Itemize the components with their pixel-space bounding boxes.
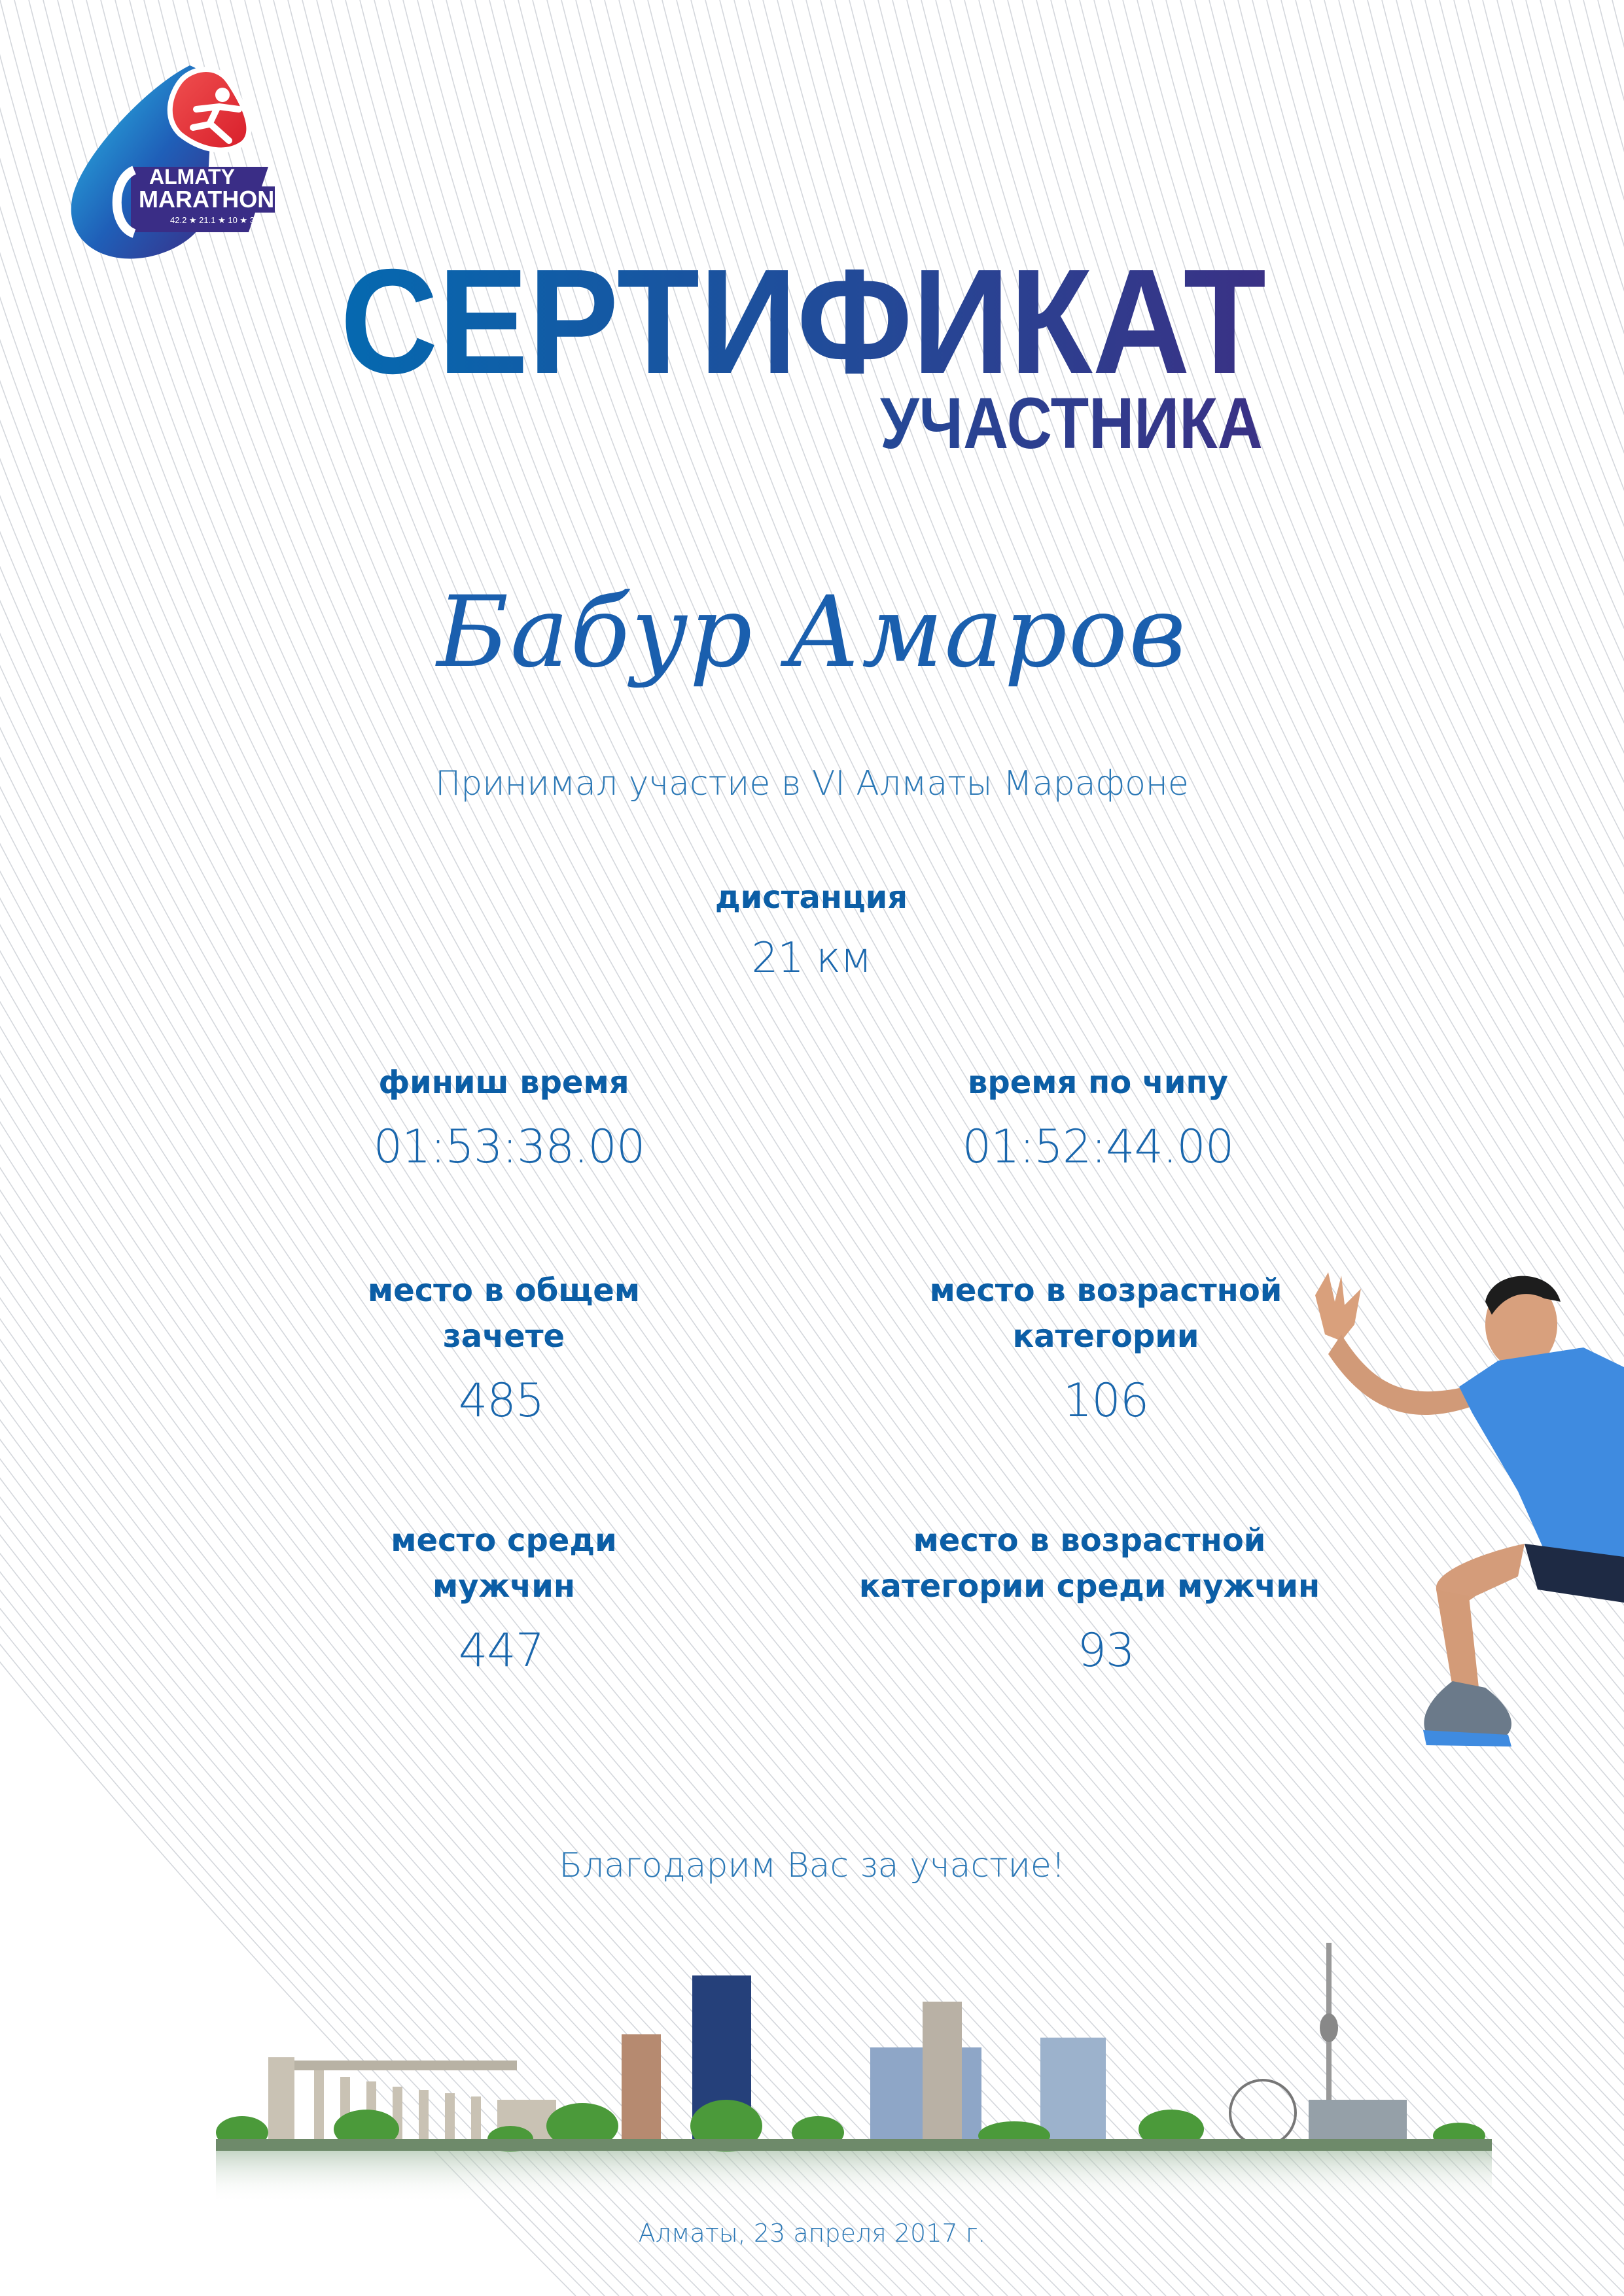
finish-time-value: 01:53:38.00 [373,1120,645,1174]
male-place-value: 447 [458,1624,544,1677]
age-male-place-label [795,1518,1384,1609]
overall-place-label [209,1268,798,1359]
logo-text-almaty: ALMATY [149,165,235,188]
almaty-marathon-logo [65,62,288,265]
thanks-text: Благодарим Вас за участие! [559,1846,1065,1885]
age-place-value: 106 [1063,1374,1149,1427]
label-line: место среди [391,1522,617,1559]
finish-time-label: финиш время [378,1064,629,1101]
age-male-place-value: 93 [1077,1624,1135,1677]
participant-name: Бабур Амаров [436,576,1188,689]
certificate-title [0,249,1624,464]
label-line: зачете [442,1318,565,1355]
logo-text-marathon: MARATHON [139,186,275,213]
participation-text: Принимал участие в VI Алматы Марафоне [435,764,1189,803]
distance-label: дистанция [715,879,908,916]
label-line: мужчин [432,1568,576,1605]
label-line: место в возрастной [929,1272,1282,1309]
label-line: категории среди мужчин [858,1568,1320,1605]
chip-time-label: время по чипу [968,1064,1228,1101]
title-main: СЕРТИФИКАТ [340,249,1266,405]
distance-value: 21 км [751,934,872,983]
label-line: место в общем [367,1272,641,1309]
label-line: место в возрастной [913,1522,1266,1559]
title-sub: УЧАСТНИКА [880,383,1263,464]
overall-place-value: 485 [458,1374,544,1427]
city-skyline-image [216,1930,1492,2204]
footer-date: Алматы, 23 апреля 2017 г. [638,2219,986,2248]
chip-time-value: 01:52:44.00 [962,1120,1234,1174]
male-place-label [209,1518,798,1609]
label-line: категории [1012,1318,1199,1355]
logo-distances: 42.2 ★ 21.1 ★ 10 ★ 3 [170,215,255,225]
runner-image [1302,1262,1624,1792]
